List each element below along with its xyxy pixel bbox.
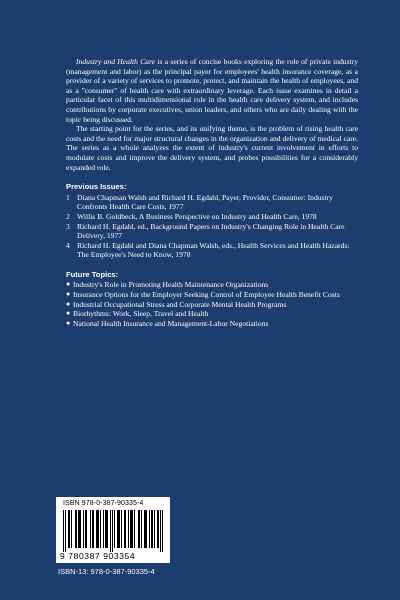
issue-number: 1 bbox=[66, 192, 70, 202]
barcode-bar bbox=[85, 510, 86, 548]
bullet-icon: ● bbox=[66, 290, 71, 299]
topic-text: Biorhythms: Work, Sleep, Travel and Health bbox=[73, 309, 209, 319]
back-cover-text bbox=[66, 57, 358, 328]
barcode-bar bbox=[124, 510, 125, 548]
bullet-icon: ● bbox=[66, 299, 71, 308]
barcode-bar bbox=[110, 510, 111, 552]
barcode-bar bbox=[132, 510, 133, 548]
topic-text: Insurance Options for the Employer Seeking Control of Employee Health Benefit Costs bbox=[73, 290, 340, 300]
barcode-bar bbox=[80, 510, 81, 548]
barcode-bar bbox=[92, 510, 93, 548]
barcode-bar bbox=[160, 510, 161, 552]
barcode-bar bbox=[141, 510, 142, 548]
barcode-bar bbox=[71, 510, 72, 548]
issue-text: Richard H. Egdahl and Diana Chapman Walsh, eds., Health Services and Health Hazards: The Employee's Need to Know, 1978 bbox=[77, 240, 350, 260]
previous-issues-section bbox=[66, 182, 358, 260]
barcode-bar bbox=[97, 510, 98, 548]
barcode-bar bbox=[118, 510, 119, 548]
barcode-bar bbox=[152, 510, 153, 548]
topic-text: Industrial Occupational Stress and Corporate Mental Health Programs bbox=[73, 299, 287, 309]
barcode-bar bbox=[106, 510, 107, 548]
barcode-bar bbox=[69, 510, 70, 548]
barcode-bar bbox=[149, 510, 150, 548]
list-item bbox=[66, 193, 358, 212]
list-item bbox=[66, 300, 358, 310]
barcode-bar bbox=[76, 510, 77, 548]
series-title: Industry and Health Care bbox=[76, 57, 156, 66]
previous-issues-heading: Previous Issues: bbox=[66, 182, 127, 192]
future-topics-section bbox=[66, 270, 358, 329]
barcode-bar bbox=[125, 510, 126, 548]
barcode-bar bbox=[98, 510, 99, 548]
barcode-bar bbox=[134, 510, 135, 548]
barcode-bar bbox=[86, 510, 87, 548]
barcode-bar bbox=[68, 510, 69, 548]
future-topics-heading: Future Topics: bbox=[66, 269, 119, 279]
barcode-bar bbox=[138, 510, 139, 548]
theme-paragraph: The starting point for the series, and its unifying theme, is the problem of rising health care costs and the need for major structural changes in the organization and delivery of medical care. The series as a whole analyzes the extent of industry's current involvement in efforts to modulate costs and improve the delivery system, and probes possibilities for a considerably expanded role. bbox=[66, 124, 358, 172]
barcode-bar bbox=[154, 510, 155, 548]
barcode-bar bbox=[114, 510, 115, 548]
barcode-bar bbox=[130, 510, 131, 548]
list-item bbox=[66, 241, 358, 260]
list-item bbox=[66, 290, 358, 300]
list-item bbox=[66, 222, 358, 241]
isbn-label-bottom: ISBN-13: 978-0-387-90335-4 bbox=[58, 567, 155, 576]
topic-text: National Health Insurance and Management-Labor Negotiations bbox=[73, 318, 269, 328]
barcode-bar bbox=[144, 510, 145, 548]
intro-paragraph bbox=[66, 57, 358, 124]
issue-number: 3 bbox=[66, 221, 70, 231]
issue-text: Richard H. Egdahl, ed., Background Papers on Industry's Changing Role in Health Care Delivery, 1977 bbox=[77, 221, 345, 241]
list-item bbox=[66, 212, 358, 222]
barcode-bar bbox=[128, 510, 129, 548]
barcode-bar bbox=[65, 510, 66, 552]
barcode-bar bbox=[146, 510, 147, 548]
barcode-bar bbox=[121, 510, 122, 548]
barcode-digits: 9 780387 903354 bbox=[60, 551, 136, 561]
barcode-icon bbox=[63, 510, 163, 552]
barcode-bar bbox=[112, 510, 113, 552]
topic-text: Industry's Role in Promoting Health Maintenance Organizations bbox=[73, 280, 269, 290]
bullet-icon: ● bbox=[66, 318, 71, 327]
bullet-icon: ● bbox=[66, 280, 71, 289]
issue-number: 2 bbox=[66, 211, 70, 221]
barcode-bar bbox=[117, 510, 118, 548]
barcode-bar bbox=[75, 510, 76, 548]
barcode-bar bbox=[151, 510, 152, 548]
barcode-bar bbox=[78, 510, 79, 548]
bullet-icon: ● bbox=[66, 309, 71, 318]
barcode-bar bbox=[162, 510, 163, 552]
barcode-bar bbox=[158, 510, 159, 548]
barcode-bar bbox=[119, 510, 120, 548]
barcode-bar bbox=[145, 510, 146, 548]
barcode-bar bbox=[96, 510, 97, 548]
barcode-bar bbox=[107, 510, 108, 548]
isbn-label-top: ISBN 978-0-387-90335-4 bbox=[63, 500, 144, 507]
barcode-bar bbox=[100, 510, 101, 548]
barcode-bar bbox=[157, 510, 158, 548]
list-item bbox=[66, 309, 358, 319]
issue-number: 4 bbox=[66, 240, 70, 250]
barcode-bar bbox=[79, 510, 80, 548]
list-item bbox=[66, 319, 358, 329]
barcode-bar bbox=[103, 510, 104, 548]
barcode-bar bbox=[131, 510, 132, 548]
intro-text: is a series of concise books exploring the role of private industry (management and labor) as the principal payer for employees' health insurance coverage, as a provider of a variety of services to promote, protect, and maintain the health of employees, and as a "consumer" of health care with extraordinary leverage. Each issue examines in detail a particular facet of this multidimensional role in the health care delivery system, and includes contributions by corporate executives, union leaders, and others who are daily dealing with the topic being discussed. bbox=[66, 57, 358, 124]
barcode-bar bbox=[83, 510, 84, 548]
barcode-bar bbox=[105, 510, 106, 548]
barcode-bar bbox=[139, 510, 140, 548]
list-item bbox=[66, 280, 358, 290]
issue-text: Diana Chapman Walsh and Richard H. Egdahl, Payer, Provider, Consumer: Industry Confronts Health Care Costs, 1977 bbox=[77, 192, 333, 212]
issue-text: Willis B. Goldbeck, A Business Perspective on Industry and Health Care, 1978 bbox=[77, 211, 317, 221]
barcode-bar bbox=[63, 510, 64, 552]
barcode-bar bbox=[93, 510, 94, 548]
barcode-panel bbox=[56, 497, 170, 563]
barcode-bar bbox=[90, 510, 91, 548]
